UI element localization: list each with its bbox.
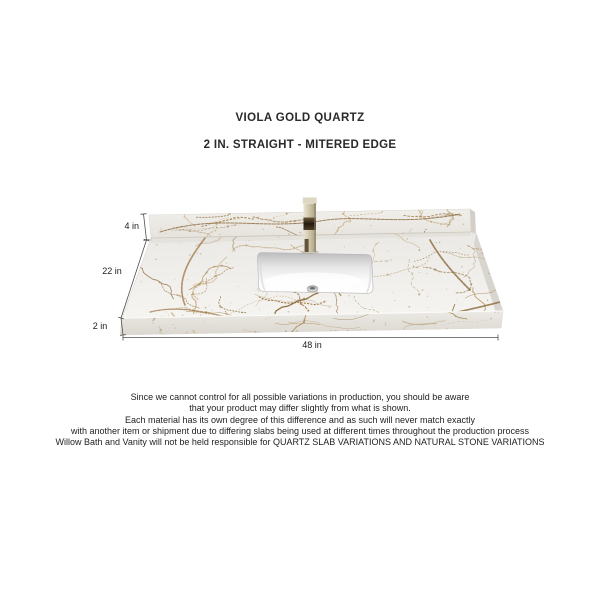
disclaimer-line: that your product may differ slightly from what is shown. (189, 403, 411, 414)
sink-drain-center (310, 287, 315, 290)
disclaimer-line: Willow Bath and Vanity will not be held responsible for QUARTZ SLAB VARIATIONS AND NATURAL STONE VARIATIONS (55, 437, 545, 448)
dim-line-backsplash-height (141, 214, 150, 241)
edge-style-subtitle: 2 IN. STRAIGHT - MITERED EDGE (203, 139, 397, 151)
sink-basin (258, 253, 373, 294)
page-title: VIOLA GOLD QUARTZ (235, 112, 365, 124)
faucet-side-shade (314, 203, 316, 252)
dim-label-depth: 22 in (102, 266, 122, 276)
dim-label-width: 48 in (302, 340, 322, 350)
disclaimer-text (0, 392, 600, 448)
faucet-handle (303, 198, 317, 204)
disclaimer-line: Each material has its own degree of this difference and as such will never match exactly (124, 414, 475, 425)
dim-label-backsplash-height: 4 in (124, 221, 139, 231)
disclaimer-line: Since we cannot control for all possible variations in production, you should be aware (130, 392, 470, 402)
faucet-spout-shadow (305, 239, 309, 252)
dim-label-edge-thickness: 2 in (92, 321, 108, 331)
disclaimer-line: with another item or shipment due to differing slabs being used at different times throughout the production process (71, 425, 529, 436)
